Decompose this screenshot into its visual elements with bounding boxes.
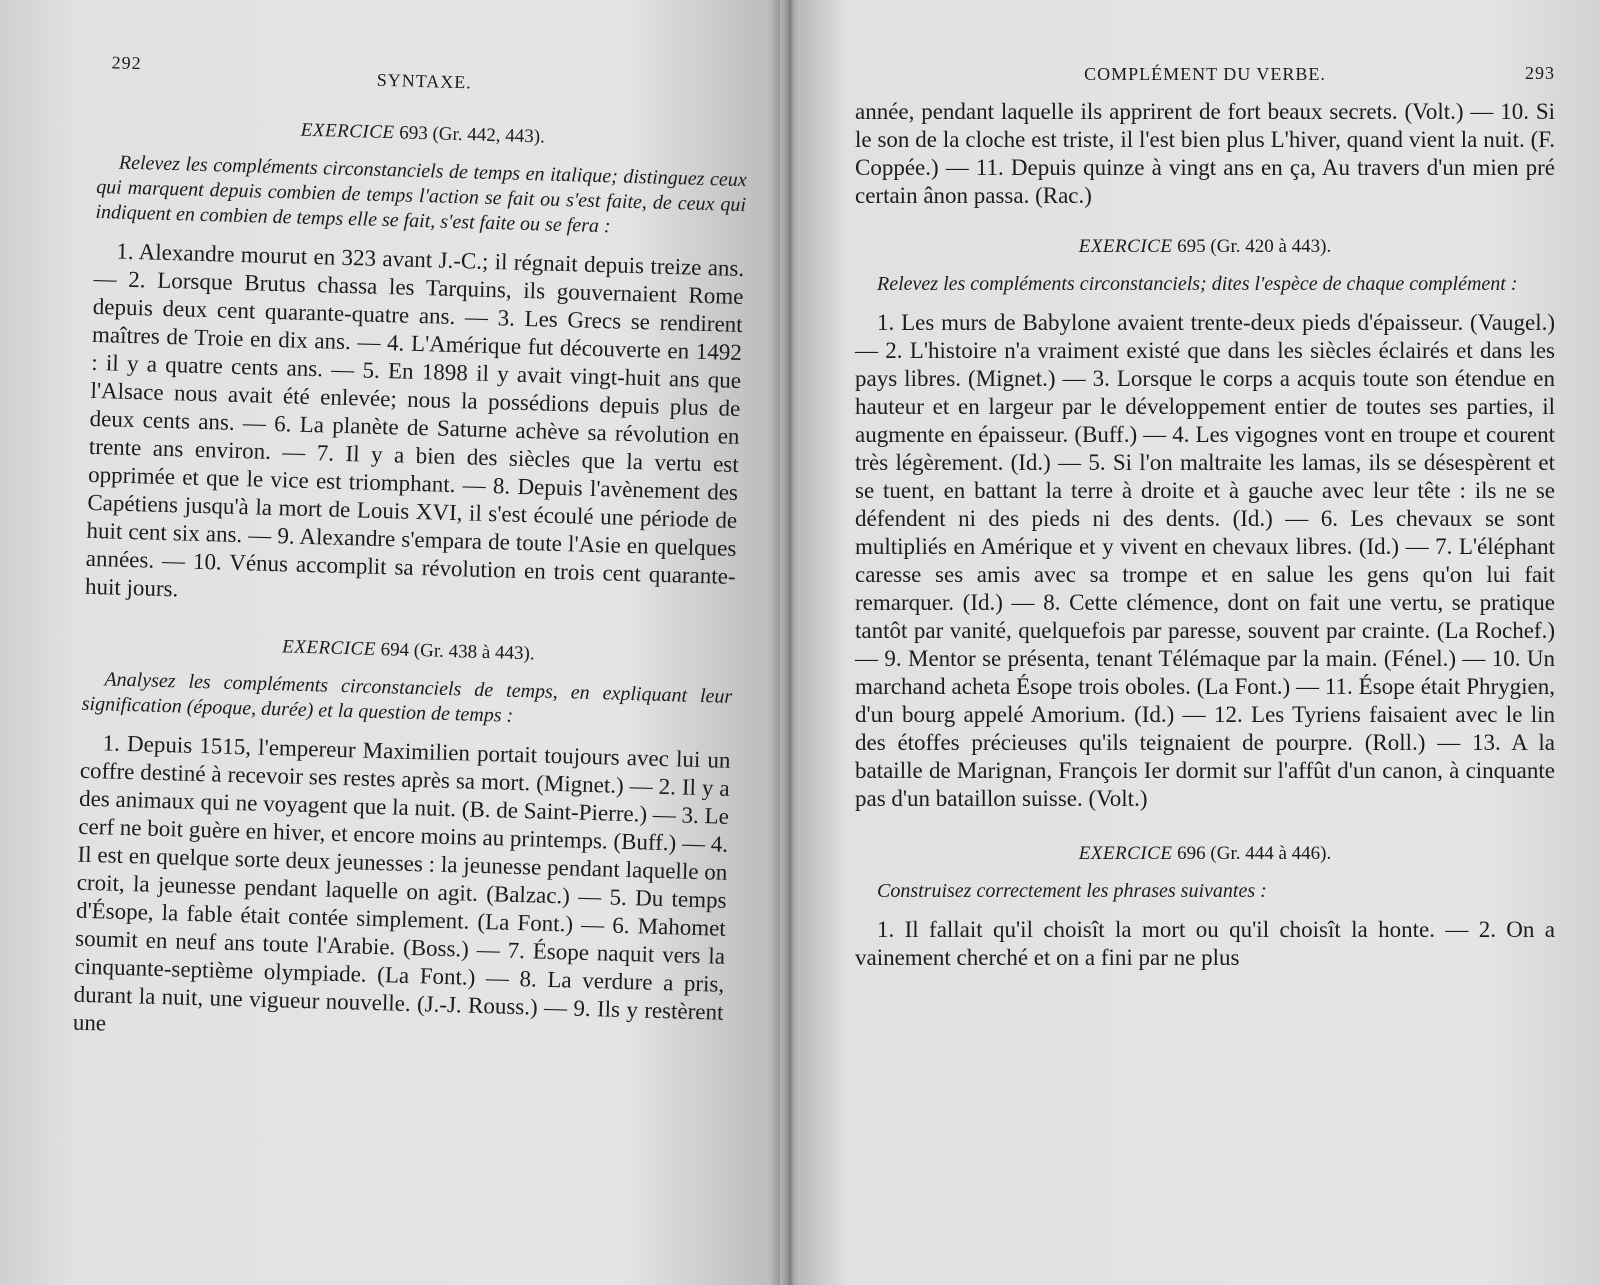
exercise-title xyxy=(855,843,1555,865)
exercise-696 xyxy=(855,843,1555,972)
running-head: SYNTAXE. xyxy=(376,69,473,93)
exercise-693 xyxy=(85,114,748,619)
left-page-content xyxy=(72,52,749,1055)
page-number: 292 xyxy=(111,52,142,74)
exercise-label: EXERCICE xyxy=(1078,236,1173,257)
continuation-text: année, pendant laquelle ils apprirent de fort beaux secrets. (Volt.) — 10. Si le son de la cloche est triste, il l'est bien plus L'hiver, quand vient la nuit. (F. Coppée.) — 11. Depuis quinze à vingt ans en ça, Au travers d'un mien pré certain ânon passa. (Rac.) xyxy=(855,99,1555,208)
right-page-header xyxy=(855,58,1555,98)
exercise-instruction: Analysez les compléments circonstanciels de temps, en expliquant leur signification (époque, durée) et la question de temps : xyxy=(81,668,733,727)
exercise-ref: 694 (Gr. 438 à 443). xyxy=(380,639,535,665)
left-page xyxy=(0,0,780,1285)
exercise-text: 1. Il fallait qu'il choisît la mort ou qu'il choisît la honte. — 2. On a vainement cherché et on a fini par ne plus xyxy=(855,917,1555,970)
right-page-content xyxy=(855,58,1555,972)
exercise-title xyxy=(98,114,748,154)
exercise-text: 1. Depuis 1515, l'empereur Maximilien portait toujours avec lui un coffre destiné à recevoir ses restes après sa mort. (Mignet.) — 2. Il y a des animaux qui ne voyagent que la nuit. (B. de Saint-Pierre.) — 3. Le cerf ne boit guère en hiver, et encore moins au printemps. (Buff.) — 4. Il est en quelque sorte deux jeunesses : la jeunesse pendant laquelle on croit, la jeunesse pendant laquelle on agit. (Balzac.) — 5. Du temps d'Ésope, la fable était contée simplement. (La Font.) — 6. Mahomet soumit en neuf ans toute l'Arabie. (Boss.) — 7. Ésope naquit vers la cinquante-septième olympiade. (La Font.) — 8. La verdure a pris, durant la nuit, une vigueur nouvelle. (J.-J. Rouss.) — 9. Ils y restèrent une xyxy=(72,730,731,1036)
exercise-695 xyxy=(855,236,1555,813)
exercise-label: EXERCICE xyxy=(300,119,395,144)
exercise-ref: 693 (Gr. 442, 443). xyxy=(398,122,546,148)
exercise-label: EXERCICE xyxy=(1078,843,1173,864)
left-page-header xyxy=(99,52,750,110)
exercise-title xyxy=(855,236,1555,258)
exercise-text: 1. Les murs de Babylone avaient trente-deux pieds d'épaisseur. (Vaugel.) — 2. L'histoire n'a vraiment existé que dans les siècles éclairés et dans les pays libres. (Mignet.) — 3. Lorsque le corps a acquis toute son étendue en hauteur et en largeur par le développement entier de toutes ses parties, il augmente en épaisseur. (Buff.) — 4. Les vigognes vont en troupe et courent très légèrement. (Id.) — 5. Si l'on maltraite les lamas, ils se désespèrent et se tuent, en battant la terre à droite et à gauche avec leur tête : ils ne se défendent ni des pieds ni des dents. (Id.) — 6. Les chevaux se sont multipliés en Amérique et y vivent en chevaux libres. (Id.) — 7. L'éléphant caresse ses amis avec sa trompe et en salue les gens qu'on lui fait remarquer. (Id.) — 8. Cette clémence, dont on fait une vertu, se pratique tantôt par vanité, quelquefois par paresse, souvent par crainte. (La Rochef.) — 9. Mentor se présenta, tenant Télémaque par la main. (Fénel.) — 10. Un marchand acheta Ésope trois oboles. (La Font.) — 11. Ésope était Phrygien, d'un bourg appelé Amorium. (Id.) — 12. Les Tyriens faisaient avec le lin des étoffes précieuses qu'ils teignaient de pourpre. (Roll.) — 13. A la bataille de Marignan, François Ier dormit sur l'affût d'un canon, à cinquante pas d'un bataillon suisse. (Volt.) xyxy=(855,310,1555,811)
exercise-instruction: Relevez les compléments circonstanciels de temps en italique; distinguez ceux qui marquent depuis combien de temps l'action se fait ou s'est faite, de ceux qui indiquent en combien de temps elle se fait, s'est faite ou se fera : xyxy=(95,151,747,238)
exercise-694 xyxy=(72,631,733,1055)
exercise-title xyxy=(83,631,733,671)
page-number: 293 xyxy=(1525,63,1555,83)
exercise-text: 1. Alexandre mourut en 323 avant J.-C.; il régnait depuis treize ans. — 2. Lorsque Brutus chassa les Tarquins, ils gouvernaient Rome depuis deux cent quarante-quatre ans. — 3. Les Grecs se rendirent maîtres de Troie en dix ans. — 4. L'Amérique fut découverte en 1492 : il y a quatre cents ans. — 5. En 1898 il y avait vingt-huit ans que l'Alsace nous avait été enlevée; nous la possédions depuis plus de deux cents ans. — 6. La planète de Saturne achève sa révolution en trente ans environ. — 7. Il y a bien des siècles que la vertu est opprimée et que le vice est triomphant. — 8. Depuis l'avènement des Capétiens jusqu'à la mort de Louis XVI, il s'est écoulé une période de huit cent six ans. — 9. Alexandre s'empara de toute l'Asie en quelques années. — 10. Vénus accomplit sa révolution en trois cent quarante-huit jours. xyxy=(84,238,745,602)
running-head: COMPLÉMENT DU VERBE. xyxy=(1084,64,1326,84)
right-page xyxy=(800,0,1600,1285)
exercise-ref: 695 (Gr. 420 à 443). xyxy=(1177,236,1332,257)
exercise-instruction: Construisez correctement les phrases suivantes : xyxy=(877,880,1267,902)
exercise-label: EXERCICE xyxy=(281,636,377,660)
exercise-ref: 696 (Gr. 444 à 446). xyxy=(1177,843,1332,864)
exercise-instruction: Relevez les compléments circonstanciels; dites l'espèce de chaque complément : xyxy=(877,273,1518,295)
